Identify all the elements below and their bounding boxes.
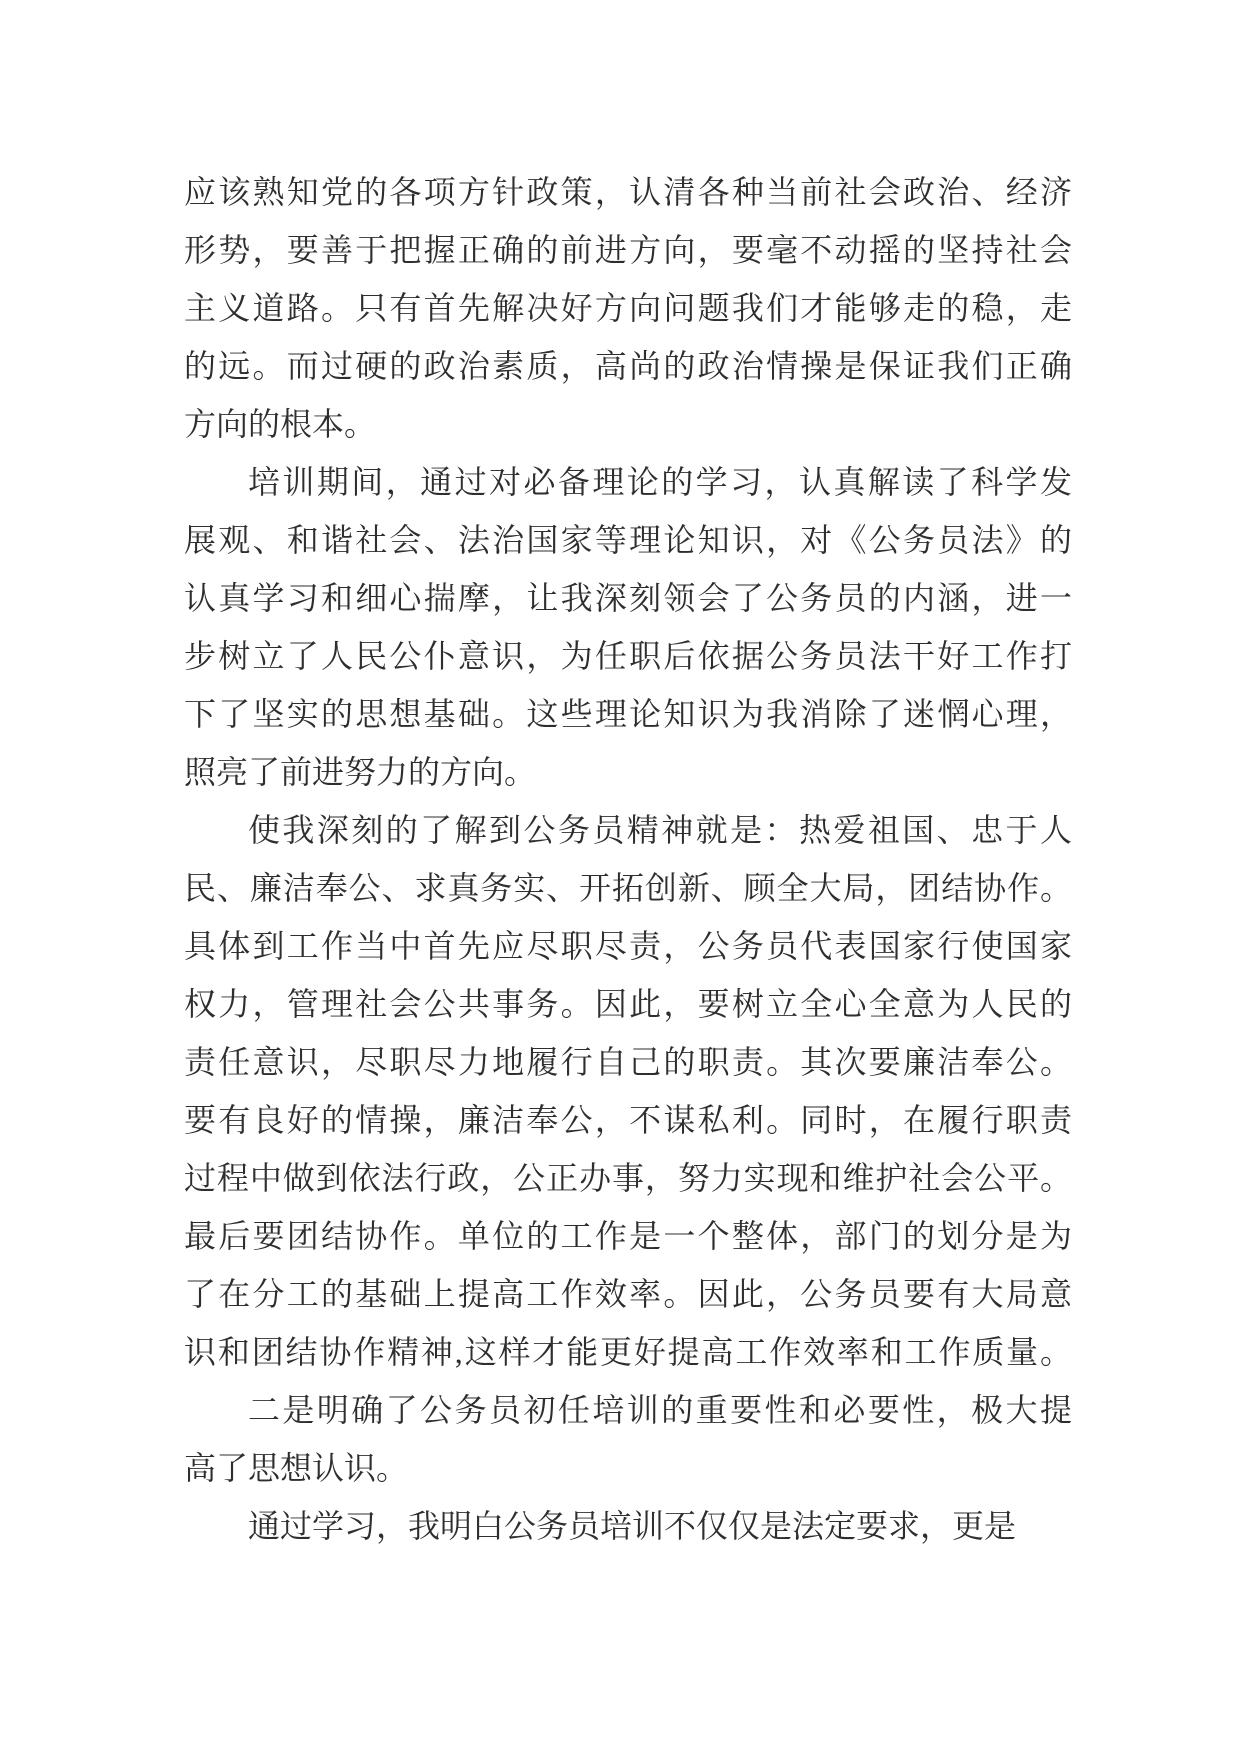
text-line: 最后要团结协作。单位的工作是一个整体，部门的划分是为: [184, 1218, 1072, 1254]
text-line: 步树立了人民公仆意识，为任职后依据公务员法干好工作打: [184, 638, 1072, 674]
text-line: 方向的根本。: [184, 406, 377, 442]
text-line: 主义道路。只有首先解决好方向问题我们才能够走的稳，走: [184, 290, 1072, 326]
text-line: 通过学习，我明白公务员培训不仅仅是法定要求，更是: [248, 1508, 1017, 1544]
text-line: 识和团结协作精神,这样才能更好提高工作效率和工作质量。: [184, 1334, 1072, 1370]
text-line: 了在分工的基础上提高工作效率。因此，公务员要有大局意: [184, 1276, 1072, 1312]
text-line: 具体到工作当中首先应尽职尽责，公务员代表国家行使国家: [184, 928, 1072, 964]
text-line: 权力，管理社会公共事务。因此，要树立全心全意为人民的: [184, 986, 1072, 1022]
text-line: 民、廉洁奉公、求真务实、开拓创新、顾全大局，团结协作。: [184, 870, 1072, 906]
text-line: 的远。而过硬的政治素质，高尚的政治情操是保证我们正确: [184, 348, 1072, 384]
text-line: 形势，要善于把握正确的前进方向，要毫不动摇的坚持社会: [184, 232, 1072, 268]
text-line: 应该熟知党的各项方针政策，认清各种当前社会政治、经济: [184, 174, 1072, 210]
document-text: [184, 163, 1072, 1555]
text-line: 展观、和谐社会、法治国家等理论知识，对《公务员法》的: [184, 522, 1072, 558]
text-line: 责任意识，尽职尽力地履行自己的职责。其次要廉洁奉公。: [184, 1044, 1072, 1080]
text-line: 培训期间，通过对必备理论的学习，认真解读了科学发: [248, 464, 1072, 500]
text-line: 要有良好的情操，廉洁奉公，不谋私利。同时，在履行职责: [184, 1102, 1072, 1138]
text-line: 二是明确了公务员初任培训的重要性和必要性，极大提: [248, 1392, 1072, 1428]
text-line: 认真学习和细心揣摩，让我深刻领会了公务员的内涵，进一: [184, 580, 1072, 616]
text-line: 照亮了前进努力的方向。: [184, 754, 537, 790]
text-line: 使我深刻的了解到公务员精神就是：热爱祖国、忠于人: [248, 812, 1072, 848]
text-line: 高了思想认识。: [184, 1450, 409, 1486]
text-line: 下了坚实的思想基础。这些理论知识为我消除了迷惘心理，: [184, 696, 1072, 732]
text-line: 过程中做到依法行政，公正办事，努力实现和维护社会公平。: [184, 1160, 1072, 1196]
